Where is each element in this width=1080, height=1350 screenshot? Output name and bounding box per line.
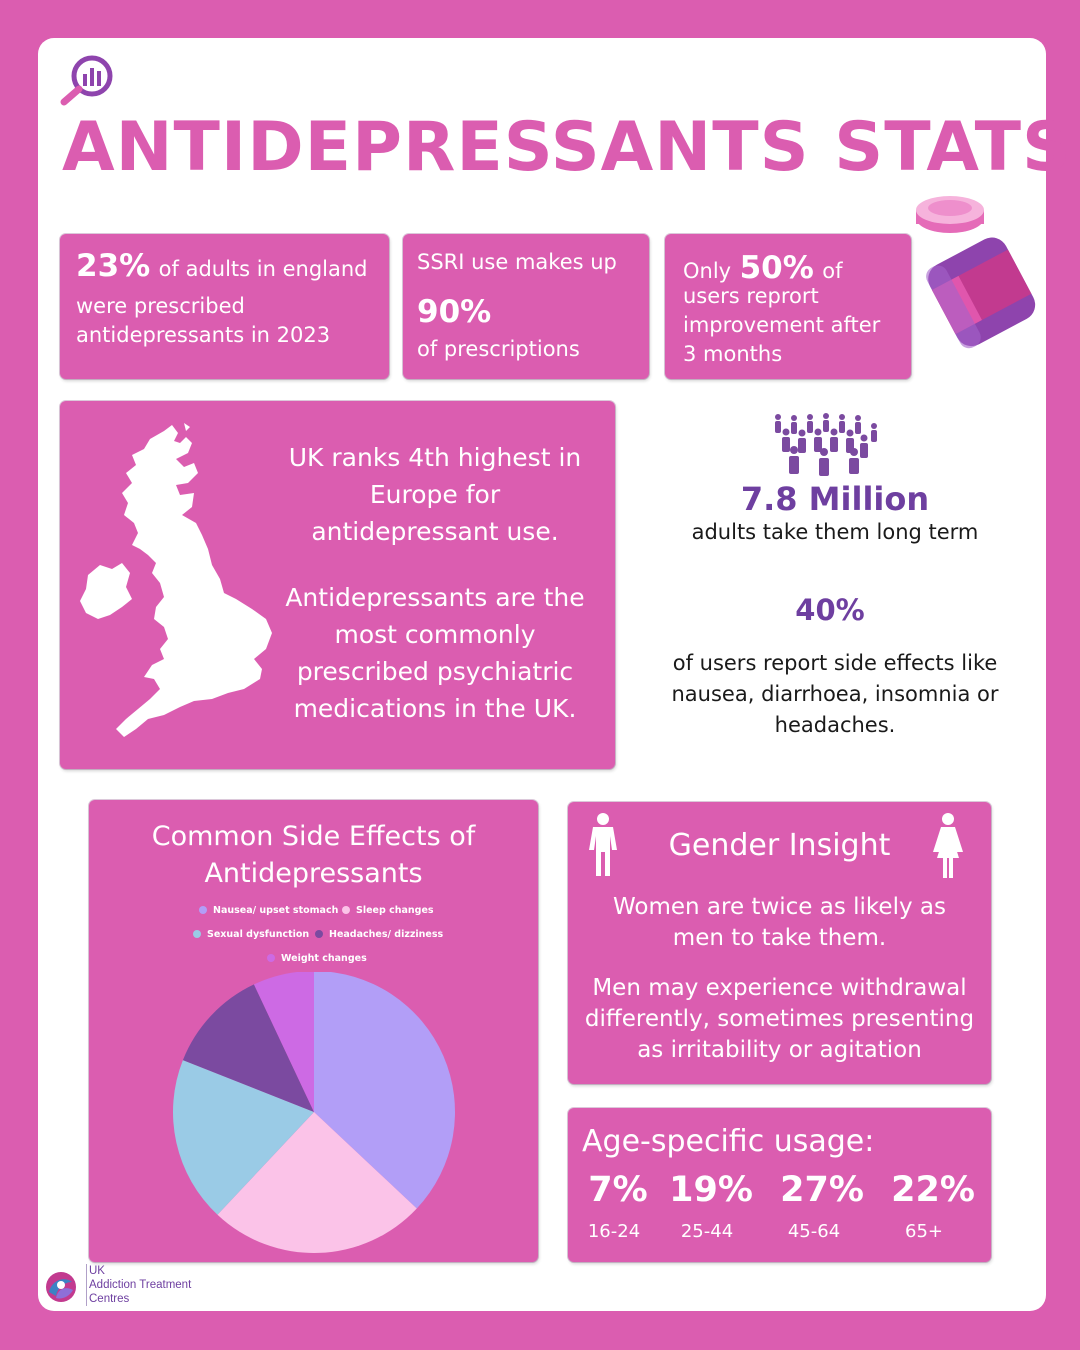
stat-text: 3 months [683, 342, 783, 366]
legend-label: Sexual dysfunction [207, 929, 310, 940]
crowd-icon [772, 412, 880, 476]
stat-text: SSRI use makes up [417, 250, 617, 274]
uk-para-line: Antidepressants are the [285, 583, 585, 612]
age-label: 65+ [905, 1221, 943, 1242]
age-label: 16-24 [587, 1221, 641, 1242]
legend-swatch [267, 954, 275, 962]
pill-bottle-icon [902, 190, 1042, 350]
side-effects-line: nausea, diarrhoea, insomnia or [671, 682, 999, 706]
stat-card-adults [60, 234, 389, 379]
age-value: 19% [669, 1170, 753, 1210]
gender-line: men to take them. [672, 925, 887, 951]
stat-text: of prescriptions [417, 337, 580, 361]
stat-text: users reprort [683, 284, 819, 308]
stat-value: 90% [417, 294, 492, 330]
legend-item [267, 953, 367, 964]
uk-map-icon [76, 423, 276, 741]
legend-swatch [199, 906, 207, 914]
legend-item [199, 905, 338, 916]
logo-text: UK [89, 1265, 105, 1277]
uk-para-line: Europe for [369, 480, 501, 509]
legend-swatch [315, 930, 323, 938]
legend-swatch [342, 906, 350, 914]
uk-para-line: most commonly [334, 620, 536, 649]
pie-chart [169, 972, 459, 1262]
gender-line: Men may experience withdrawal [592, 975, 967, 1001]
side-effects-value: 40% [795, 593, 865, 627]
legend-label: Weight changes [281, 953, 367, 964]
stat-text: of adults in england [158, 257, 368, 281]
chart-title: Antidepressants [204, 858, 423, 889]
age-title: Age-specific usage: [582, 1124, 875, 1159]
legend-item [315, 929, 443, 940]
male-figure-icon [586, 812, 620, 878]
side-effects-chart-panel [89, 800, 538, 1262]
long-term-value: 7.8 Million [740, 480, 930, 518]
age-label: 25-44 [680, 1221, 734, 1242]
stat-text: Only [683, 259, 732, 283]
stat-value: 23% [76, 248, 151, 284]
stat-text: of [822, 259, 843, 283]
gender-title: Gender Insight [668, 828, 891, 863]
logo-text: Addiction Treatment [89, 1279, 192, 1291]
stat-text: improvement after [683, 313, 881, 337]
gender-panel [568, 802, 991, 1084]
long-term-text: adults take them long term [691, 520, 979, 544]
female-figure-icon [930, 812, 966, 880]
age-value: 22% [891, 1170, 975, 1210]
uk-para-line: antidepressant use. [311, 517, 559, 546]
page-title: ANTIDEPRESSANTS STATS [62, 108, 1073, 187]
uk-para-line: prescribed psychiatric [296, 657, 574, 686]
side-effects-line: of users report side effects like [672, 651, 998, 675]
age-panel [568, 1108, 991, 1262]
legend-swatch [193, 930, 201, 938]
gender-line: differently, sometimes presenting [584, 1006, 975, 1032]
stat-card-improvement [665, 234, 911, 379]
stat-text: were prescribed [76, 294, 245, 318]
legend-label: Headaches/ dizziness [329, 929, 444, 940]
gender-line: Women are twice as likely as [613, 894, 946, 920]
uk-panel [60, 401, 615, 769]
stat-card-ssri [403, 234, 649, 379]
age-value: 27% [780, 1170, 864, 1210]
gender-line: as irritability or agitation [637, 1037, 922, 1063]
stat-value: 50% [739, 250, 814, 286]
legend-item [342, 905, 434, 916]
side-effects-line: headaches. [774, 713, 896, 737]
magnifier-chart-icon [56, 52, 118, 108]
uk-para-line: medications in the UK. [293, 694, 577, 723]
age-label: 45-64 [787, 1221, 841, 1242]
legend-label: Nausea/ upset stomach [213, 905, 339, 916]
stat-text: antidepressants in 2023 [76, 323, 331, 347]
uk-addiction-logo-icon [44, 1270, 78, 1304]
uk-para-line: UK ranks 4th highest in [288, 443, 582, 472]
legend-label: Sleep changes [356, 905, 434, 916]
logo-text: Centres [89, 1293, 130, 1305]
age-value: 7% [588, 1170, 648, 1210]
chart-title: Common Side Effects of [151, 821, 476, 852]
legend-item [193, 929, 309, 940]
